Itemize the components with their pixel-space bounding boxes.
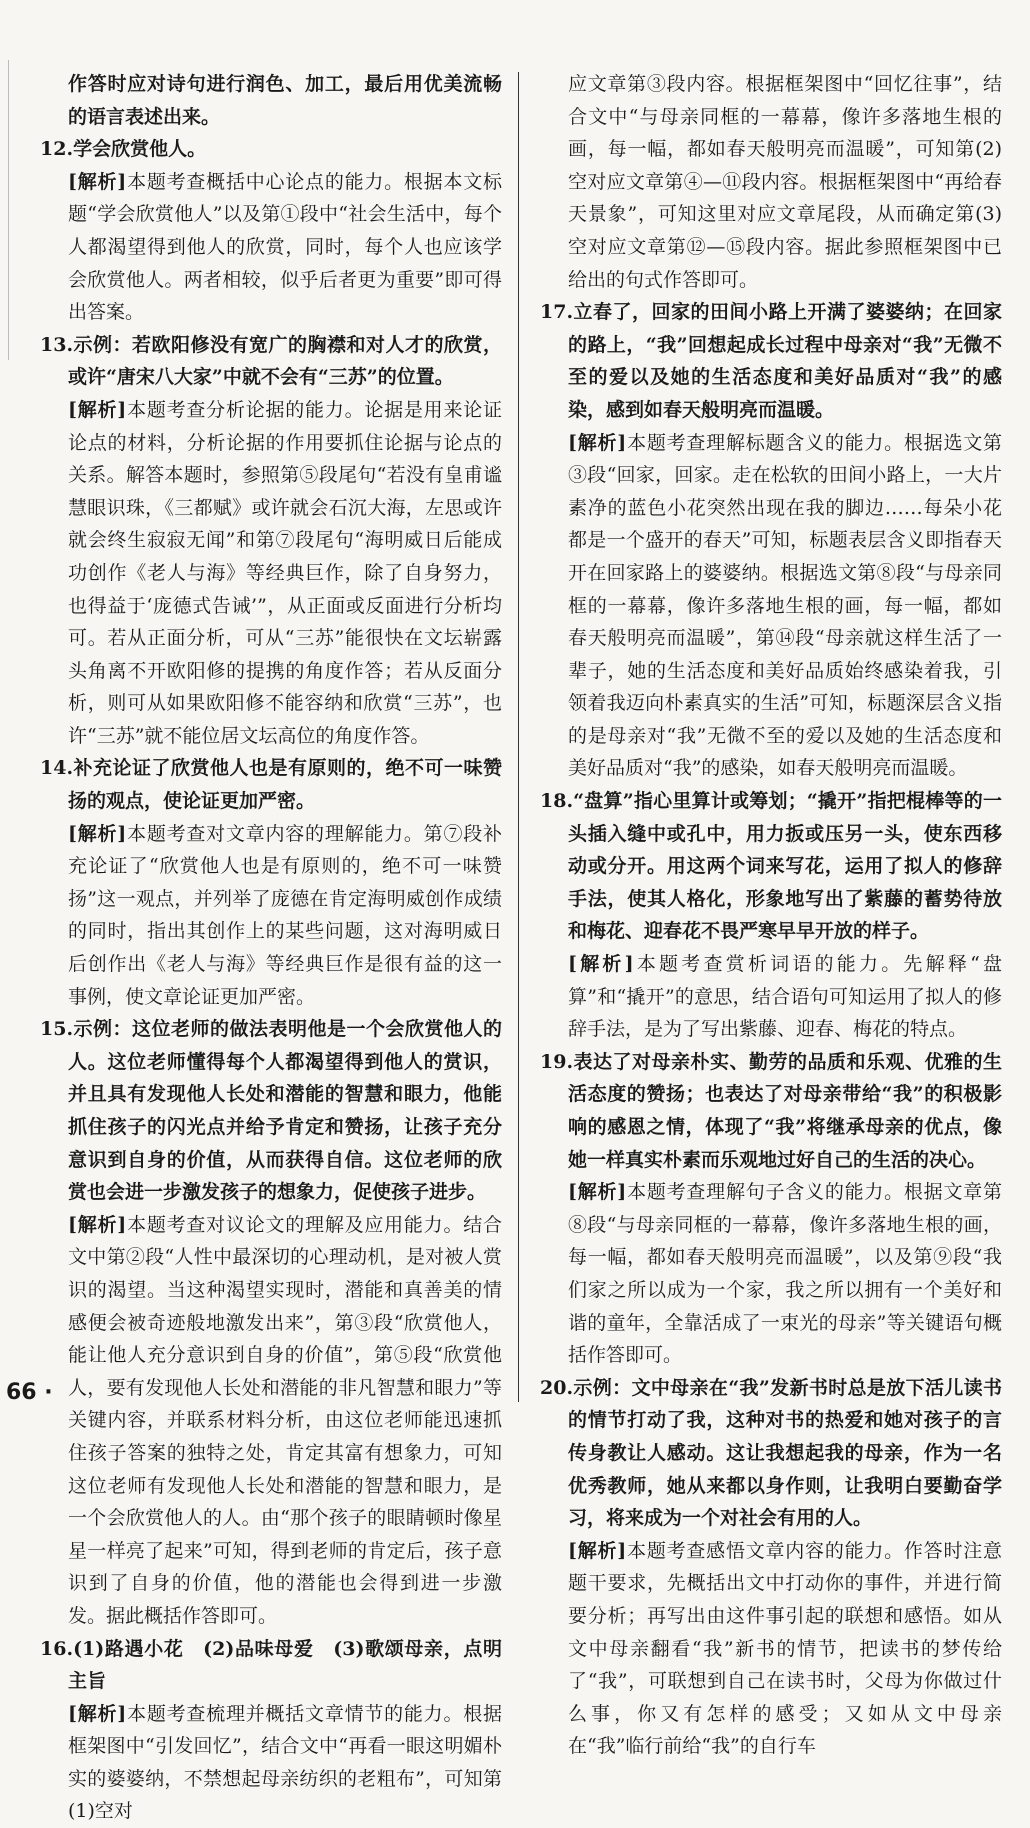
q18-number: 18. xyxy=(540,790,574,813)
q12-answer-text: 学会欣赏他人。 xyxy=(73,138,207,161)
q17-analysis xyxy=(540,427,1002,786)
q11-continuation: 作答时应对诗句进行润色、加工，最后用优美流畅的语言表述出来。 xyxy=(68,73,502,128)
q14-analysis xyxy=(40,818,502,1014)
q18-analysis-text: 本题考查赏析词语的能力。先解释“盘算”和“撬开”的意思，结合语句可知运用了拟人的修辞手法，是为了写出紫藤、迎春、梅花的特点。 xyxy=(568,953,1002,1041)
q16-answer xyxy=(40,1633,502,1698)
q19-analysis xyxy=(540,1176,1002,1372)
q18-answer-text: “盘算”指心里算计或筹划；“撬开”指把棍棒等的一头插入缝中或孔中，用力扳或压另一头，使东西移动或分开。用这两个词来写花，运用了拟人的修辞手法，使其人格化，形象地写出了紫藤的蓄势待放和梅花、迎春花不畏严寒早早开放的样子。 xyxy=(568,790,1002,943)
q20-analysis xyxy=(540,1535,1002,1763)
q16-analysis-tag: [解析] xyxy=(68,1702,127,1725)
q13-analysis-text: 本题考查分析论据的能力。论据是用来论证论点的材料，分析论据的作用要抓住论据与论点的关系。解答本题时，参照第⑤段尾句“若没有皇甫谧慧眼识珠，《三都赋》或许就会石沉大海，左思或许就会终生寂寂无闻”和第⑦段尾句“海明威日后能成功创作《老人与海》等经典巨作，除了自身努力，也得益于‘庞德式告诫’”，从正面或反面进行分析均可。若从正面分析，可从“三苏”能很快在文坛崭露头角离不开欧阳修的提携的角度作答；若从反面分析，则可从如果欧阳修不能容纳和欣赏“三苏”，也许“三苏”就不能位居文坛高位的角度作答。 xyxy=(68,398,502,747)
q17-answer-text: 立春了，回家的田间小路上开满了婆婆纳；在回家的路上，“我”回想起成长过程中母亲对“我”无微不至的爱以及她的生活态度和美好品质对“我”的感染，感到如春天般明亮而温暖。 xyxy=(568,301,1002,421)
q15-answer-text: 示例：这位老师的做法表明他是一个会欣赏他人的人。这位老师懂得每个人都渴望得到他人的赏识，并且具有发现他人长处和潜能的智慧和眼力，他能抓住孩子的闪光点并给予肯定和赞扬，让孩子充分意识到自身的价值，从而获得自信。这位老师的欣赏也会进一步激发孩子的想象力，促使孩子进步。 xyxy=(68,1018,502,1204)
q16-analysis xyxy=(40,1698,502,1828)
q12-answer xyxy=(40,133,502,166)
q14-number: 14. xyxy=(40,757,74,780)
q13-analysis xyxy=(40,394,502,753)
q12-analysis-tag: [解析] xyxy=(68,170,127,193)
left-column xyxy=(40,68,502,1828)
q20-answer-text: 示例：文中母亲在“我”发新书时总是放下活儿读书的情节打动了我，这种对书的热爱和她对孩子的言传身教让人感动。这让我想起我的母亲，作为一名优秀教师，她从来都以身作则，让我明白要勤奋学习，将来成为一个对社会有用的人。 xyxy=(568,1376,1002,1530)
q13-analysis-tag: [解析] xyxy=(68,398,127,421)
q19-number: 19. xyxy=(540,1050,574,1073)
q18-analysis xyxy=(540,948,1002,1046)
q20-analysis-tag: [解析] xyxy=(568,1539,627,1562)
q16-analysis-text: 本题考查梳理并概括文章情节的能力。根据框架图中“引发回忆”，结合文中“再看一眼这明媚朴实的婆婆纳，不禁想起母亲纺织的老粗布”，可知第(1)空对 xyxy=(68,1702,502,1823)
q17-analysis-tag: [解析] xyxy=(568,431,627,454)
q15-analysis-tag: [解析] xyxy=(68,1213,127,1236)
q17-answer xyxy=(540,296,1002,426)
q13-answer-text: 示例：若欧阳修没有宽广的胸襟和对人才的欣赏，或许“唐宋八大家”中就不会有“三苏”的位置。 xyxy=(68,333,502,389)
q13-answer xyxy=(40,329,502,394)
page-number: 66 · xyxy=(6,1380,53,1405)
q18-answer xyxy=(540,785,1002,948)
q16-answer-text: (1)路遇小花 (2)品味母爱 (3)歌颂母亲，点明主旨 xyxy=(68,1637,502,1693)
q16-number: 16. xyxy=(40,1637,74,1660)
page-margin-line xyxy=(8,60,9,360)
right-column xyxy=(540,68,1002,1763)
q20-analysis-text: 本题考查感悟文章内容的能力。作答时注意题干要求，先概括出文中打动你的事件，并进行简要分析；再写出由这件事引起的联想和感悟。如从文中母亲翻看“我”新书的情节，把读书的梦传给了“我”，可联想到自己在读书时，父母为你做过什么事，你又有怎样的感受；又如从文中母亲在“我”临行前给“我”的自行车 xyxy=(568,1539,1002,1758)
q15-analysis xyxy=(40,1209,502,1633)
q19-answer-text: 表达了对母亲朴实、勤劳的品质和乐观、优雅的生活态度的赞扬；也表达了对母亲带给“我”的积极影响的感恩之情，体现了“我”将继承母亲的优点，像她一样真实朴素而乐观地过好自己的生活的决心。 xyxy=(568,1050,1002,1171)
q17-analysis-text: 本题考查理解标题含义的能力。根据选文第③段“回家，回家。走在松软的田间小路上，一大片素净的蓝色小花突然出现在我的脚边……每朵小花都是一个盛开的春天”可知，标题表层含义即指春天开在回家路上的婆婆纳。根据选文第⑧段“与母亲同框的一幕幕，像许多落地生根的画，每一幅，都如春天般明亮而温暖”，第⑭段“母亲就这样生活了一辈子，她的生活态度和美好品质始终感染着我，引领着我迈向朴素真实的生活”可知，标题深层含义指的是母亲对“我”无微不至的爱以及她的生活态度和美好品质对“我”的感染，如春天般明亮而温暖。 xyxy=(568,431,1002,780)
q14-analysis-tag: [解析] xyxy=(68,822,127,845)
q19-analysis-text: 本题考查理解句子含义的能力。根据文章第⑧段“与母亲同框的一幕幕，像许多落地生根的画，每一幅，都如春天般明亮而温暖”，以及第⑨段“我们家之所以成为一个家，我之所以拥有一个美好和谐的童年，全靠活成了一束光的母亲”等关键语句概括作答即可。 xyxy=(568,1181,1002,1367)
q20-number: 20. xyxy=(540,1376,574,1399)
q14-answer-text: 补充论证了欣赏他人也是有原则的，绝不可一味赞扬的观点，使论证更加严密。 xyxy=(68,757,502,813)
q18-analysis-tag: [解析] xyxy=(568,953,634,976)
q12-analysis xyxy=(40,166,502,329)
q15-answer xyxy=(40,1013,502,1209)
q15-analysis-text: 本题考查对议论文的理解及应用能力。结合文中第②段“人性中最深切的心理动机，是对被人赏识的渴望。当这种渴望实现时，潜能和真善美的情感便会被奇迹般地激发出来”，第③段“欣赏他人，能让他人充分意识到自身的价值”，第⑤段“欣赏他人，要有发现他人长处和潜能的非凡智慧和眼力”等关键内容，并联系材料分析，由这位老师能迅速抓住孩子答案的独特之处，肯定其富有想象力，可知这位老师有发现他人长处和潜能的智慧和眼力，是一个会欣赏他人的人。由“那个孩子的眼睛顿时像星星一样亮了起来”可知，得到老师的肯定后，孩子意识到了自身的价值，他的潜能也会得到进一步激发。据此概括作答即可。 xyxy=(68,1213,502,1627)
q13-number: 13. xyxy=(40,333,74,356)
q15-number: 15. xyxy=(40,1018,74,1041)
q16-analysis-continuation: 应文章第③段内容。根据框架图中“回忆往事”，结合文中“与母亲同框的一幕幕，像许多落地生根的画，每一幅，都如春天般明亮而温暖”，可知第(2)空对应文章第④—⑪段内容。根据框架图中“再给春天景象”，可知这里对应文章尾段，从而确定第(3)空对应文章第⑫—⑮段内容。据此参照框架图中已给出的句式作答即可。 xyxy=(568,73,1002,291)
q12-number: 12. xyxy=(40,138,74,161)
q19-analysis-tag: [解析] xyxy=(568,1181,627,1204)
q14-analysis-text: 本题考查对文章内容的理解能力。第⑦段补充论证了“欣赏他人也是有原则的，绝不可一味赞扬”这一观点，并列举了庞德在肯定海明威创作成绩的同时，指出其创作上的某些问题，这对海明威日后创作出《老人与海》等经典巨作是很有益的这一事例，使文章论证更加严密。 xyxy=(68,822,502,1008)
q19-answer xyxy=(540,1046,1002,1176)
column-divider xyxy=(518,72,519,1402)
q14-answer xyxy=(40,752,502,817)
q12-analysis-text: 本题考查概括中心论点的能力。根据本文标题“学会欣赏他人”以及第①段中“社会生活中，每个人都渴望得到他人的欣赏，同时，每个人也应该学会欣赏他人。两者相较，似乎后者更为重要”即可得出答案。 xyxy=(68,170,502,324)
q17-number: 17. xyxy=(540,301,574,324)
q20-answer xyxy=(540,1372,1002,1535)
